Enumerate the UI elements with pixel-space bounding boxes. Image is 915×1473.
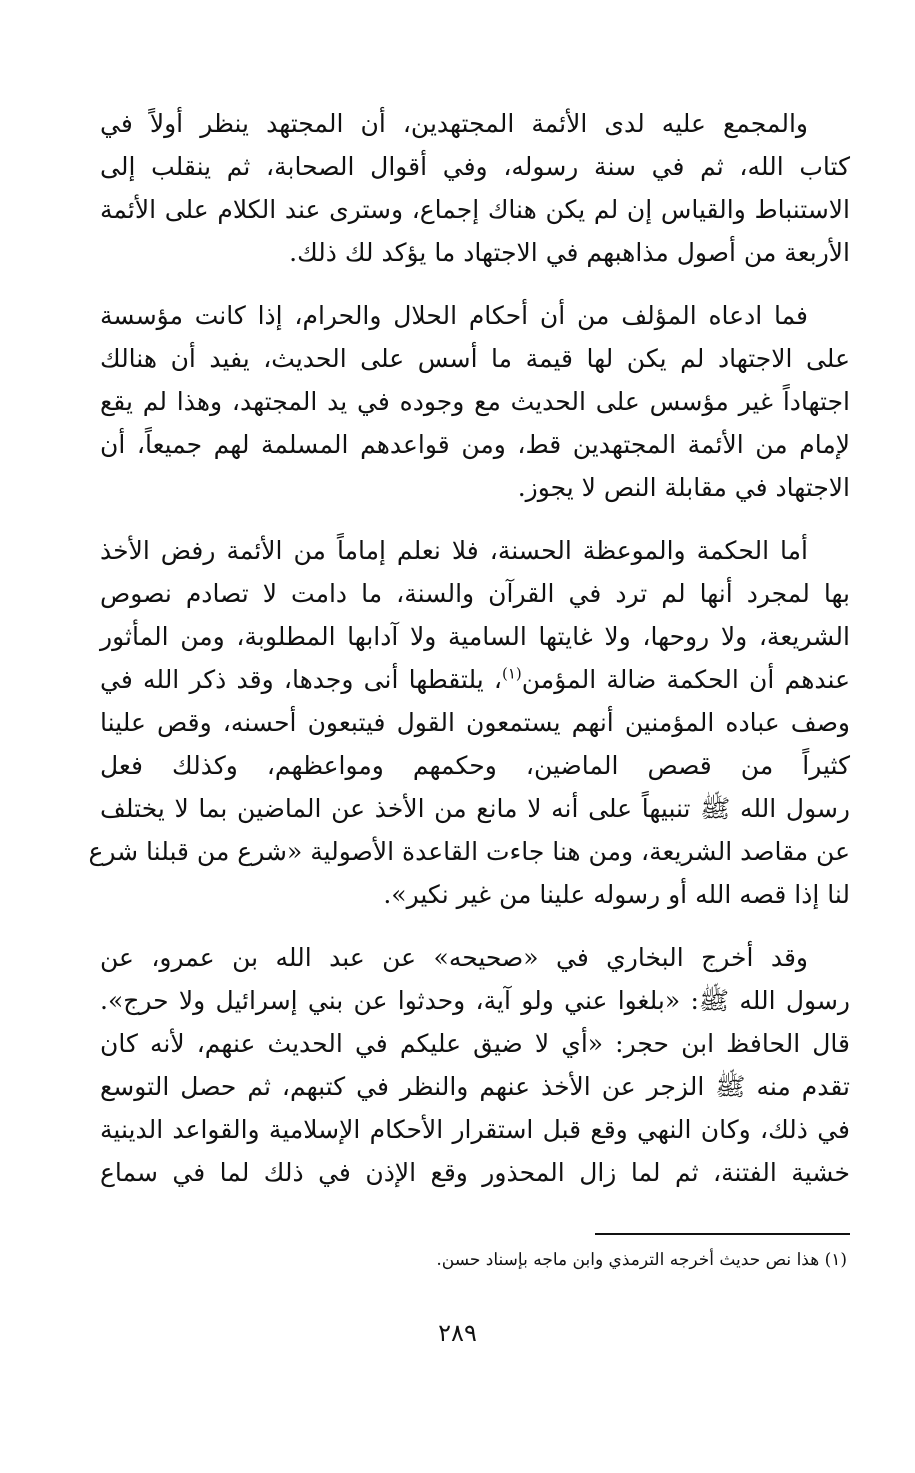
paragraph-4: [100, 936, 850, 1194]
text-segment: عندهم أن الحكمة ضالة المؤمن: [521, 665, 850, 694]
paragraph-1: [100, 102, 850, 274]
text-line: بها لمجرد أنها لم ترد في القرآن والسنة، ما دامت لا تصادم نصوص: [100, 579, 850, 608]
text-line: اجتهاداً غير مؤسس على الحديث مع وجوده في يد المجتهد، وهذا لم يقع: [100, 387, 850, 416]
text-line: لإمام من الأئمة المجتهدين قط، ومن قواعدهم المسلمة لهم جميعاً، أن: [100, 430, 850, 459]
text-line: والمجمع عليه لدى الأئمة المجتهدين، أن المجتهد ينظر أولاً في: [100, 109, 808, 138]
paragraph-3: [88, 529, 850, 916]
text-line: رسول الله ﷺ: «بلغوا عني ولو آية، وحدثوا عن بني إسرائيل ولا حرج».: [100, 986, 850, 1015]
text-segment: ، يلتقطها أنى وجدها، وقد ذكر الله في: [100, 665, 502, 694]
text-line: كثيراً من قصص الماضين، وحكمهم ومواعظهم، وكذلك فعل: [100, 751, 850, 780]
text-line-with-footnote: [100, 658, 850, 701]
text-line: الاجتهاد في مقابلة النص لا يجوز.: [517, 473, 850, 502]
footnote-separator: [595, 1233, 850, 1235]
text-line: في ذلك، وكان النهي وقع قبل استقرار الأحكام الإسلامية والقواعد الدينية: [100, 1115, 850, 1144]
text-line: قال الحافظ ابن حجر: «أي لا ضيق عليكم في الحديث عنهم، لأنه كان: [100, 1029, 850, 1058]
text-line: تقدم منه ﷺ الزجر عن الأخذ عنهم والنظر في كتبهم، ثم حصل التوسع: [100, 1072, 850, 1101]
text-line: على الاجتهاد لم يكن لها قيمة ما أسس على الحديث، يفيد أن هنالك: [100, 344, 850, 373]
text-line: خشية الفتنة، ثم لما زال المحذور وقع الإذن في ذلك لما في سماع: [100, 1158, 850, 1187]
footnote-reference[interactable]: (١): [502, 664, 522, 683]
text-line: رسول الله ﷺ تنبيهاً على أنه لا مانع من الأخذ عن الماضين بما لا يختلف: [100, 794, 850, 823]
text-line: وقد أخرج البخاري في «صحيحه» عن عبد الله بن عمرو، عن: [100, 943, 808, 972]
text-line: عن مقاصد الشريعة، ومن هنا جاءت القاعدة الأصولية «شرع من قبلنا شرع: [88, 837, 850, 866]
text-line: لنا إذا قصه الله أو رسوله علينا من غير نكير».: [383, 880, 850, 909]
page-number: ٢٨٩: [438, 1319, 477, 1347]
footnote: (١) هذا نص حديث أخرجه الترمذي وابن ماجه بإسناد حسن.: [436, 1250, 847, 1270]
text-line: فما ادعاه المؤلف من أن أحكام الحلال والحرام، إذا كانت مؤسسة: [100, 301, 808, 330]
page-body: [88, 102, 850, 1214]
text-line: الاستنباط والقياس إن لم يكن هناك إجماع، وسترى عند الكلام على الأئمة: [100, 195, 850, 224]
paragraph-2: [100, 294, 850, 509]
text-line: وصف عباده المؤمنين أنهم يستمعون القول فيتبعون أحسنه، وقص علينا: [100, 708, 850, 737]
text-line: الأربعة من أصول مذاهبهم في الاجتهاد ما يؤكد لك ذلك.: [289, 238, 850, 267]
text-line: كتاب الله، ثم في سنة رسوله، وفي أقوال الصحابة، ثم ينقلب إلى: [100, 152, 850, 181]
text-line: الشريعة، ولا روحها، ولا غايتها السامية ولا آدابها المطلوبة، ومن المأثور: [100, 622, 850, 651]
text-line: أما الحكمة والموعظة الحسنة، فلا نعلم إماماً من الأئمة رفض الأخذ: [100, 536, 808, 565]
